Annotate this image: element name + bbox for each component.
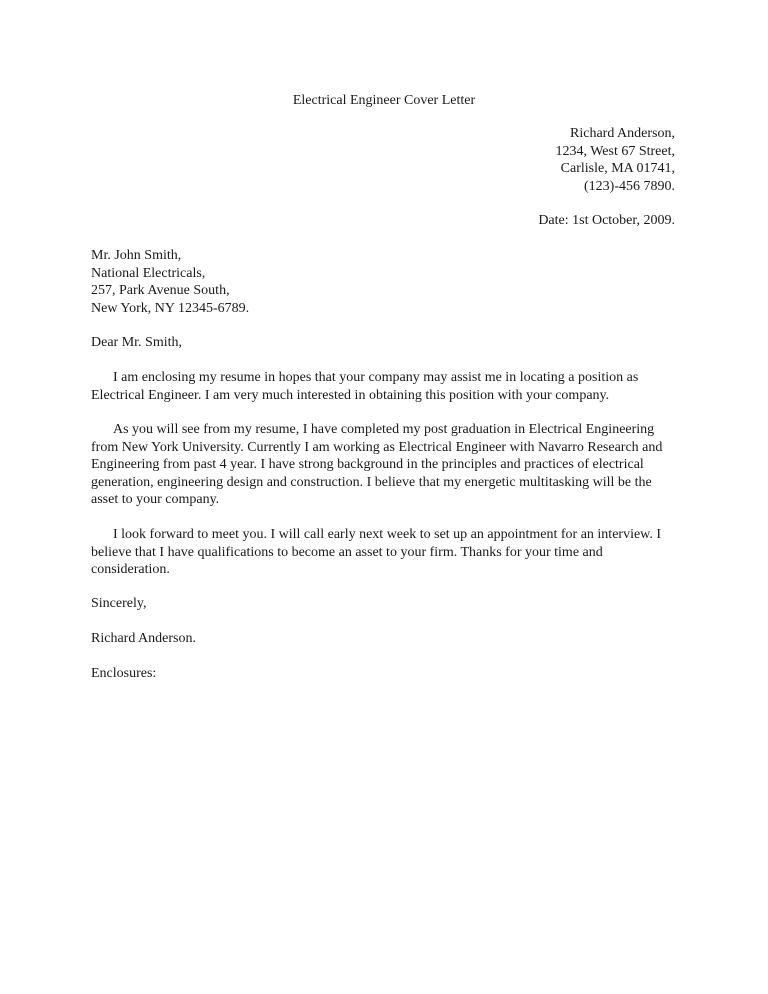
sender-address-line: Carlisle, MA 01741, <box>560 161 675 177</box>
salutation: Dear Mr. Smith, <box>91 335 182 350</box>
recipient-address-line: New York, NY 12345-6789. <box>91 300 250 316</box>
closing: Sincerely, <box>91 596 147 611</box>
body-paragraph-1: I am enclosing my resume in hopes that your company may assist me in locating a position as Electrical Engineer. I am very much interested in obtaining this position with your company. <box>91 370 639 403</box>
body-paragraph-3: I look forward to meet you. I will call early next week to set up an appointment for an interview. I believe that I have qualifications to become an asset to your firm. Thanks for your time and consideration. <box>91 527 662 577</box>
sender-address <box>555 125 675 196</box>
signature-name: Richard Anderson. <box>91 631 196 646</box>
sender-address-line: Richard Anderson, <box>570 126 675 141</box>
recipient-address-line: 257, Park Avenue South, <box>91 283 230 299</box>
body-paragraph-2: As you will see from my resume, I have completed my post graduation in Electrical Engineering from New York University. Currently I am working as Electrical Engineer with Navarro Research and Engineering from past 4 year. I have strong background in the principles and practices of electrical generation, engineering design and construction. I believe that my energetic multitasking will be the asset to your company. <box>91 422 663 507</box>
recipient-address-line: Mr. John Smith, <box>91 248 182 263</box>
enclosures-label: Enclosures: <box>91 666 157 681</box>
letter-date: Date: 1st October, 2009. <box>538 213 675 228</box>
sender-address-line: 1234, West 67 Street, <box>555 143 675 159</box>
sender-address-line: (123)-456 7890. <box>584 179 675 195</box>
recipient-address <box>91 247 249 317</box>
recipient-address-line: National Electricals, <box>91 265 206 281</box>
document-title: Electrical Engineer Cover Letter <box>292 93 476 108</box>
